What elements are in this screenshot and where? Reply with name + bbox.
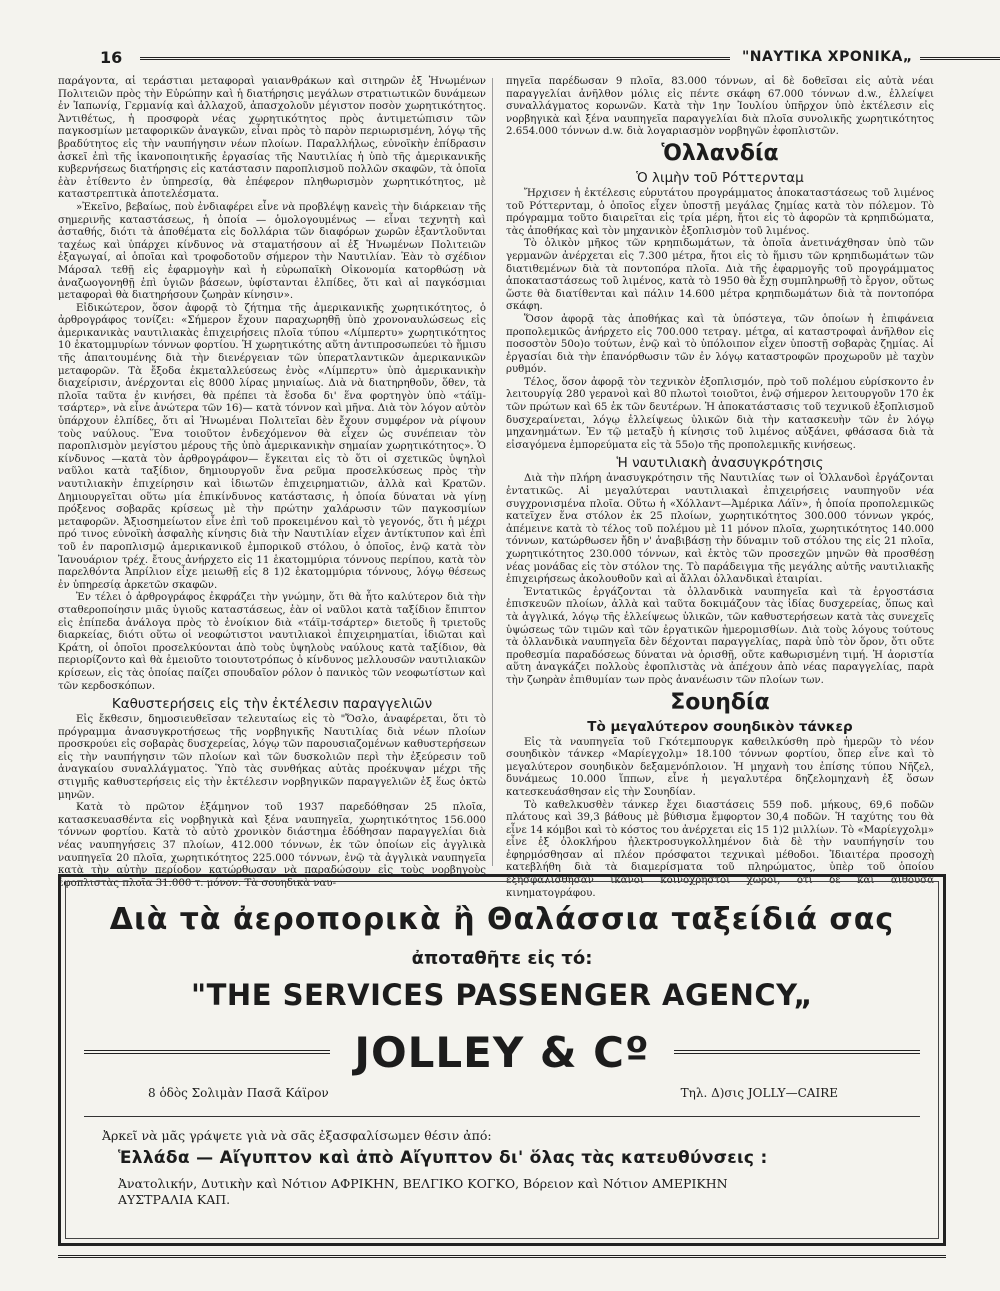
section-title-netherlands: Ὁλλανδία [661, 140, 779, 166]
right-paragraph-8: Εἰς τὰ ναυπηγεῖα τοῦ Γκότεμπουργκ καθειλκύσθη πρὸ ἡμερῶν τὸ νέον σουηδικὸν τάνκερ «Μαρίεγχολμ» 18.100 τόννων φορτίου, ὅπερ εἶνε καὶ τὸ μεγαλύτερον σουηδικὸν δεξαμενόπλοιον. Ἡ μηχανὴ του ἐπίσης τύπου Νῆζελ, δυνάμεως 10.000 ἵππων, εἶνε ἡ μεγαλυτέρα δηζελομηχανὴ ἐξ ὅσων κατεσκευάσθησαν εἰς τὴν Σουηδίαν. [506, 736, 934, 798]
ad-destinations-2: ΑΥΣΤΡΑΛΙΑ ΚΑΠ. [118, 1192, 231, 1207]
section-title-sweden: Σουηδία [670, 689, 770, 715]
ad-headline: Διὰ τὰ ἀεροπορικὰ ἢ Θαλάσσια ταξείδιά σας [109, 902, 895, 937]
column-divider [492, 78, 493, 866]
ad-invitation: Ἀρκεῖ νὰ μᾶς γράψετε γιὰ νὰ σᾶς ἐξασφαλίσωμεν θέσιν ἀπό: [102, 1128, 492, 1143]
ad-telegraph: Τηλ. Δ)σις JOLLY—CAIRE [680, 1086, 838, 1100]
left-paragraph-4: Ἐν τέλει ὁ ἀρθρογράφος ἐκφράζει τὴν γνώμην, ὅτι θὰ ἦτο καλύτερον διὰ τὴν σταθεροποίησιν μιᾶς ὑγιοῦς καταστάσεως, ἐὰν οἱ ναῦλοι κατὰ ταξίδιον ἔπιπτον εἰς ἐπίπεδα ἀνάλογα πρὸς τὸ ἐνοίκιον διὰ «τάϊμ-τσάρτερ» διετοῦς ἢ τριετοῦς διαρκείας, διότι οὕτω οἱ νεοφώτιστοι ναυτιλιακοὶ ἐπιχειρηματίαι, ἰδιῶται καὶ Κράτη, οἱ ὁποῖοι προσελκύονται ἀπὸ τοὺς ὑψηλοὺς ναύλους κατὰ ταξίδιον, θὰ περιορίζοντο καὶ θὰ ἐμειοῦτο τοιουτοτρόπως ὁ κίνδυνος μελλουσῶν ναυτιλιακῶν κρίσεων, εἰς τὰς ὁποίας παίζει σπουδαῖον ρόλον ὁ πανικὸς τῶν νεοφωτίστων καὶ τῶν κερδοσκόπων. [58, 592, 486, 692]
ad-separator [84, 1116, 920, 1117]
subheading-reconstruction: Ἡ ναυτιλιακὴ ἀνασυγκρότησις [616, 455, 824, 472]
page-header [60, 48, 940, 70]
right-paragraph-1: πηγεῖα παρέδωσαν 9 πλοῖα, 83.000 τόννων, αἱ δὲ δοθεῖσαι εἰς αὐτὰ νέαι παραγγελίαι ἀνῆλθον μόλις εἰς πέντε σκάφη 67.000 τόννων d.w., ἐλλείψει συναλλάγματος κορωνῶν. Κατὰ τὴν 1ην Ἰουλίου ὑπῆρχον ὑπὸ ἐκτέλεσιν εἰς νορβηγικὰ καὶ ξένα ναυπηγεῖα παραγγελίαι διὰ πλοῖα συνολικῆς χωρητικότητος 2.654.000 τόννων d.w. διὰ λογαριασμὸν νορβηγῶν ἐφοπλιστῶν. [506, 76, 934, 138]
header-rule-left [140, 57, 730, 60]
header-rule-right [920, 57, 1000, 60]
ad-destinations: Ἀνατολικήν, Δυτικὴν καὶ Νότιον ΑΦΡΙΚΗΝ, ΒΕΛΓΙΚΟ ΚΟΓΚΟ, Βόρειον καὶ Νότιον ΑΜΕΡΙΚΗΝ [118, 1176, 728, 1191]
left-paragraph-6: Κατὰ τὸ πρῶτον ἑξάμηνον τοῦ 1937 παρεδόθησαν 25 πλοῖα, κατασκευασθέντα εἰς νορβηγικὰ καὶ ξένα ναυπηγεῖα, χωρητικότητος 156.000 τόννων φορτίου. Κατὰ τὸ αὐτὸ χρονικὸν διάστημα ἐδόθησαν παραγγελίαι διὰ νέας ναυπηγήσεις 37 πλοίων, 412.000 τόννων, ἐκ τῶν ὁποίων εἰς ἀγγλικὰ ναυπηγεῖα 20 πλοῖα, χωρητικότητος 225.000 τόννων, ἐνῷ τὰ ἀγγλικὰ ναυπηγεῖα κατὰ τὴν αὐτὴν περίοδον κατώρθωσαν νὰ παραδώσουν εἰς τοὺς νορβηγοὺς ἐφοπλιστὰς πλοῖα 31.000 τ. μόνον. Τὰ σουηδικὰ ναυ- [58, 802, 486, 889]
ad-routes: Ἑλλάδα — Αἴγυπτον καὶ ἀπὸ Αἴγυπτον δι' ὅλας τὰς κατευθύνσεις : [118, 1148, 768, 1168]
left-paragraph-5: Εἰς ἔκθεσιν, δημοσιευθεῖσαν τελευταίως εἰς τὸ "Ὄσλο, ἀναφέρεται, ὅτι τὸ πρόγραμμα ἀνασυγκροτήσεως τῆς νορβηγικῆς Ναυτιλίας διὰ νέων πλοίων προσκρούει εἰς σοβαρὰς δυσχερείας, λόγῳ τῶν παρουσιαζομένων καθυστερήσεων εἰς τὴν ναυπήγησιν τῶν πλοίων καὶ τῶν δυσκολιῶν περὶ τὴν ἐξεύρεσιν τοῦ ἀναγκαίου συναλλάγματος. Ὑπὸ τὰς συνθήκας αὐτὰς προέκυψαν μέχρι τῆς στιγμῆς καθυστερήσεις εἰς τὴν ἐκτέλεσιν νορβηγικῶν παραγγελιῶν ἐξ ἕως ὀκτὼ μηνῶν. [58, 714, 486, 801]
ad-subline: ἀποταθῆτε εἰς τό: [411, 948, 593, 969]
right-paragraph-6: Διὰ τὴν πλήρη ἀνασυγκρότησιν τῆς Ναυτιλίας των οἱ Ὁλλανδοὶ ἐργάζονται ἐντατικῶς. Αἱ μεγαλύτεραι ναυτιλιακαὶ ἐπιχειρήσεις ναυπηγοῦν νέα συγχρονισμένα πλοῖα. Οὕτω ἡ «Χόλλαντ—Ἀμέρικα Λάϊν», ἡ ὁποία προπολεμικῶς κατεῖχεν ἕνα στόλον ἐκ 25 πλοίων, χωρητικότητος 300.000 τόννων γκρός, ἀπέμεινε κατὰ τὸ τέλος τοῦ πολέμου μὲ 11 μόνον πλοῖα, χωρητικότητος 140.000 τόννων, κατώρθωσεν ἤδη ν' ἀναβιβάσῃ τὴν δύναμιν τοῦ στόλου της εἰς 21 πλοῖα, χωρητικότητος 230.000 τόννων, καὶ ἐκτὸς τῶν προσεχῶν μηνῶν θὰ προσθέσῃ νέας μονάδας εἰς τὸν στόλον της. Τὸ παράδειγμα τῆς μεγάλης αὐτῆς ναυτιλιακῆς ἐπιχειρήσεως ἀκολουθοῦν καὶ αἱ ἄλλαι ὁλλανδικαὶ ἑταιρίαι. [506, 473, 934, 586]
left-paragraph-2: »Ἐκεῖνο, βεβαίως, ποὺ ἐνδιαφέρει εἶνε νὰ προβλέψῃ κανεὶς τὴν διάρκειαν τῆς σημερινῆς καταστάσεως, ἡ ὁποία — ὁμολογουμένως — εἶναι τεχνητὴ καὶ ἀσταθής, διότι τὰ ἀποθέματα εἰς δολλάρια τῶν διαφόρων χωρῶν ἐξαντλοῦνται ταχέως καὶ ὑπάρχει κίνδυνος νὰ σταματήσουν αἱ ἐξ Ἡνωμένων Πολιτειῶν ἐξαγωγαί, αἱ ὁποῖαι καὶ τροφοδοτοῦν σήμερον τὴν Ναυτιλίαν. Ἐὰν τὸ σχέδιον Μάρσαλ τεθῇ εἰς ἐφαρμογὴν καὶ ἡ εὐρωπαϊκὴ Οἰκονομία κατορθώσῃ νὰ ἀναζωογονηθῇ ἐπὶ ὑγιῶν βάσεων, ὑφίστανται ἐλπίδες, ὅτι καὶ αἱ παγκόσμιαι μεταφοραὶ θὰ διατηρήσουν ζωηρὰν κίνησιν». [58, 201, 486, 302]
ad-company-name: JOLLEY & Cº [354, 1028, 650, 1077]
right-paragraph-2: Ἤρχισεν ἡ ἐκτέλεσις εὐρυτάτου προγράμματος ἀποκαταστάσεως τοῦ λιμένος τοῦ Ρόττερνταμ, ὁ ὁποῖος εἶχεν ὑποστῇ μεγάλας ζημίας κατὰ τὸν πόλεμον. Τὸ πρόγραμμα τοῦτο διαιρεῖται εἰς τρία μέρη, ἤτοι εἰς τὸ ἀφορῶν τὰ κρηπιδώματα, τὰς ἀποθήκας καὶ τὸν μηχανικὸν ἐξοπλισμὸν τοῦ λιμένος. [506, 187, 934, 237]
right-paragraph-7: Ἐντατικῶς ἐργάζονται τὰ ὁλλανδικὰ ναυπηγεῖα καὶ τὰ ἐργοστάσια ἐπισκευῶν πλοίων, ἀλλὰ καὶ ταῦτα δοκιμάζουν τὰς ἰδίας δυσχερείας, ὅπως καὶ τὰ ἀγγλικά, λόγῳ τῆς ἐλλείψεως ὑλικῶν, τῶν καθυστερήσεων κατὰ τὰς συνεχεῖς ὑψώσεως τῶν τιμῶν καὶ τῶν ἐργατικῶν ἡμερομισθίων. Διὰ τοὺς λόγους τούτους τὰ ὁλλανδικὰ ναυπηγεῖα δὲν δέχονται παραγγελίας, παρὰ ὑπὸ τὸν ὅρον, ὅτι οὔτε προθεσμία παραδόσεως δύναται νὰ ὁρισθῇ, οὔτε καθωρισμένη τιμή. Ἡ ἀοριστία αὕτη ἀναγκάζει πολλοὺς ἐφοπλιστὰς νὰ ἀπέχουν ἀπὸ νέας παραγγελίας, παρὰ τὴν ζωηρὰν ἐπιθυμίαν των πρὸς ἀνανέωσιν τῶν πλοίων των. [506, 586, 934, 686]
masthead-title: "ΝΑΥΤΙΚΑ ΧΡΟΝΙΚΑ„ [742, 49, 913, 65]
bottom-rule [58, 1255, 946, 1258]
right-paragraph-3: Τὸ ὁλικὸν μῆκος τῶν κρηπιδωμάτων, τὰ ὁποῖα ἀνετινάχθησαν ὑπὸ τῶν γερμανῶν ἀνέρχεται εἰς 7.300 μέτρα, ἤτοι εἰς τὸ ἥμισυ τῶν κρηπιδωμάτων τῶν διατιθεμένων διὰ τὰ ποντοπόρα πλοῖα. Διὰ τῆς ἐφαρμογῆς τοῦ προγράμματος ἀποκαταστάσεως τοῦ λιμένος, κατὰ τὸ 1950 θὰ ἔχῃ συμπληρωθῇ τὸ ἔργον, οὕτως ὥστε θὰ διατίθενται καὶ πάλιν 14.600 μέτρα κρηπιδωμάτων διὰ τὰ ποντοπόρα σκάφη. [506, 238, 934, 313]
left-paragraph-1: παράγοντα, αἱ τεράστιαι μεταφοραὶ γαιανθράκων καὶ σιτηρῶν ἐξ Ἡνωμένων Πολιτειῶν πρὸς τὴν Εὐρώπην καὶ ἡ διατήρησις μεγάλων στρατιωτικῶν δυνάμεων ἐν Ἰαπωνίᾳ, Γερμανίᾳ καὶ ἀλλαχοῦ, ἀπασχολοῦν μέγιστον ποσὸν χωρητικότητος. Ἀντιθέτως, ἡ προσφορὰ νέας χωρητικότητος πρὸς ἀντιμετώπισιν τῶν παγκοσμίων μεταφορικῶν ἀναγκῶν, εἶναι πρὸς τὸ παρὸν περιωρισμένη, λόγῳ τῆς βραδύτητος εἰς τὴν ναυπήγησιν νέων πλοίων. Παραλλήλως, εὐνοϊκὴν ἐπίδρασιν ἀσκεῖ ἐπὶ τῆς ἱκανοποιητικῆς ἐργασίας τῆς Ναυτιλίας ἡ ὑπὸ τῆς ἀμερικανικῆς κυβερνήσεως διατήρησις εἰς κατάστασιν παροπλισμοῦ πολλῶν σκαφῶν, τὰ ὁποῖα ἐὰν ἐτίθεντο ἐν ὑπηρεσίᾳ, θὰ ἐπέφερον πληθωρισμὸν χωρητικότητος, μὲ καταστρεπτικὰ ἀποτελέσματα. [58, 76, 486, 201]
subheading-tanker: Τὸ μεγαλύτερον σουηδικὸν τάνκερ [587, 718, 853, 735]
left-column [58, 76, 486, 889]
ad-address: 8 ὁδὸς Σολιμὰν Πασᾶ Κάϊρον [148, 1086, 329, 1100]
ad-agency-name: "THE SERVICES PASSENGER AGENCY„ [191, 978, 813, 1012]
advertisement-box [58, 874, 946, 1246]
right-paragraph-4: Ὅσον ἀφορᾷ τὰς ἀποθήκας καὶ τὰ ὑπόστεγα, τῶν ὁποίων ἡ ἐπιφάνεια προπολεμικῶς ἀνήρχετο εἰς 700.000 τετραγ. μέτρα, αἱ καταστροφαὶ ἀνῆλθον εἰς ποσοστὸν 50ο)ο τούτων, ἐνῷ καὶ τὸ ὑπόλοιπον εἶχεν ὑποστῇ σοβαρὰς ζημίας. Αἱ ἐργασίαι διὰ τὴν ἐπανόρθωσιν τῶν ἐν λόγῳ καταστροφῶν προχωροῦν μὲ ταχὺν ρυθμόν. [506, 313, 934, 376]
subheading-rotterdam: Ὁ λιμὴν τοῦ Ρόττερνταμ [636, 169, 804, 186]
right-paragraph-5: Τέλος, ὅσον ἀφορᾷ τὸν τεχνικὸν ἐξοπλισμόν, πρὸ τοῦ πολέμου εὑρίσκοντο ἐν λειτουργίᾳ 280 γερανοὶ καὶ 80 πλωτοὶ τοιοῦτοι, ἐνῷ σήμερον λειτουργοῦν 170 ἐκ τῶν πρώτων καὶ 65 ἐκ τῶν δευτέρων. Ἡ ἀποκατάστασις τοῦ τεχνικοῦ ἐξοπλισμοῦ δυσχεραίνεται, λόγῳ ἐλλείψεως ὑλικῶν διὰ τὴν κατασκευὴν τῶν ἐν λόγῳ μηχανημάτων. Ἐν τῷ μεταξὺ ἡ κίνησις τοῦ λιμένος αὐξάνει, φθάσασα διὰ τὰ εἰσαγόμενα ἐμπορεύματα εἰς τὰ 55ο)ο τῆς προπολεμικῆς κινήσεως. [506, 376, 934, 451]
page-number: 16 [100, 48, 123, 67]
right-column [506, 76, 934, 899]
right-paragraph-9: Τὸ καθελκυσθὲν τάνκερ ἔχει διαστάσεις 559 ποδ. μήκους, 69,6 ποδῶν πλάτους καὶ 39,3 βάθους μὲ βύθισμα ἔμφορτον 30,4 ποδῶν. Ἡ ταχύτης του θὰ εἶνε 14 κόμβοι καὶ τὸ κόστος του ἀνέρχεται εἰς 15 1)2 μιλλίων. Τὸ «Μαρίεγχολμ» εἶνε ἐξ ὁλοκλήρου ἠλεκτροσυγκολλημένον διὰ δὲ τὴν ναυπήγησίν του ἐφηρμόσθησαν αἱ πλέον πρόσφατοι τεχνικαὶ μέθοδοι. Ἰδιαιτέρα προσοχὴ κατεβλήθη διὰ τὰ διαμερίσματα τοῦ πληρώματος, ὑπὲρ τοῦ ὁποίου ἐξησφαλίσθησαν ἱκανοὶ κοινόχρηστοι χῶροι, ὅτι δὲ καὶ αἴθουσα κινηματογράφου. [506, 799, 934, 899]
section-heading-delays: Καθυστερήσεις εἰς τὴν ἐκτέλεσιν παραγγελιῶν [111, 696, 433, 713]
advertisement-inner-frame [65, 881, 939, 1239]
left-paragraph-3: Εἰδικώτερον, ὅσον ἀφορᾷ τὸ ζήτημα τῆς ἀμερικανικῆς χωρητικότητος, ὁ ἀρθρογράφος τονίζει: «Σήμερον ἔχουν παραχωρηθῇ ὑπὸ χρονοναυλώσεως εἰς ἀμερικανικὰς ναυτιλιακὰς ἐπιχειρήσεις πλοῖα τύπου «Λίμπερτυ» χωρητικότητος 10 ἑκατομμυρίων τόννων φορτίου. Ἡ χωρητικότης αὕτη ἀντιπροσωπεύει τὸ ἥμισυ τῆς ἀπαιτουμένης διὰ τὴν διενέργειαν τῶν ὑπερατλαντικῶν ἀμερικανικῶν μεταφορῶν. Τὰ ἔξοδα ἐκμεταλλεύσεως ἑνὸς «Λίμπερτυ» ὑπὸ ἀμερικανικὴν διαχείρισιν, ἀνέρχονται εἰς 8000 λίρας μηνιαίως. Διὰ νὰ διατηρηθοῦν, ὅθεν, τὰ πλοῖα ταῦτα ἐν κινήσει, θὰ πρέπει τὰ ἔσοδα δι' ἕνα φορτηγὸν ὑπὸ «τάϊμ-τσάρτερ», νὰ εἶνε ἀνώτερα τῶν 16)— κατὰ τόννον καὶ μῆνα. Διὰ τὸν λόγον αὐτὸν ὑπάρχουν ἐλπίδες, ὅτι αἱ Ἡνωμέναι Πολιτεῖαι δὲν ἔχουν συμφέρον νὰ ρίψουν τοὺς ναύλους. Ἕνα τοιοῦτον ἐνδεχόμενον θὰ εἶχεν ὡς συνέπειαν τὸν παροπλισμὸν μεγίστου μέρους τῆς ὑπὸ ἀμερικανικὴν σημαίαν χωρητικότητος». Ὁ κίνδυνος —κατὰ τὸν ἀρθρογράφον— ἔγκειται εἰς τὸ ὅτι οἱ σχετικῶς ὑψηλοὶ ναῦλοι κατὰ ταξίδιον, δημιουργοῦν ἕνα ρεῦμα προσελκύσεως πρὸς τὴν ναυτιλιακὴν ἐπιχείρησιν καὶ ἰδιωτῶν ἐπιχειρηματιῶν, ἀλλὰ καὶ Κρατῶν. Δημιουργεῖται οὕτω μία ἐπικίνδυνος κατάστασις, ἡ ὁποία δύναται νὰ γίνῃ πρόξενος σοβαρᾶς κρίσεως μὲ τὴν πρώτην χαλάρωσιν τῶν παγκοσμίων μεταφορῶν. Ἀξιοσημείωτον εἶνε ἐπὶ τοῦ προκειμένου καὶ τὸ γεγονός, ὅτι ἡ μέχρι πρό τινος εὐνοϊκὴ ἀσφαλὴς κίνησις διὰ τὴν Ναυτιλίαν εἶχεν ἀντίκτυπον καὶ ἐπὶ τοῦ ἐν παροπλισμῷ ἀμερικανικοῦ ἐμπορικοῦ στόλου, ὁ ὁποῖος, ἐνῷ κατὰ τὸν Ἰανουάριον τρέχ. ἔτους ἀνήρχετο εἰς 11 ἑκατομμύρια τόννους περίπου, κατὰ τὸν παρελθόντα Ἀπρίλιον εἶχε μειωθῇ εἰς 8 1)2 ἑκατομμύρια τόννους, λόγῳ θέσεως ἐν ὑπηρεσίᾳ ἀρκετῶν σκαφῶν. [58, 302, 486, 591]
ad-rule-right [674, 1050, 920, 1054]
